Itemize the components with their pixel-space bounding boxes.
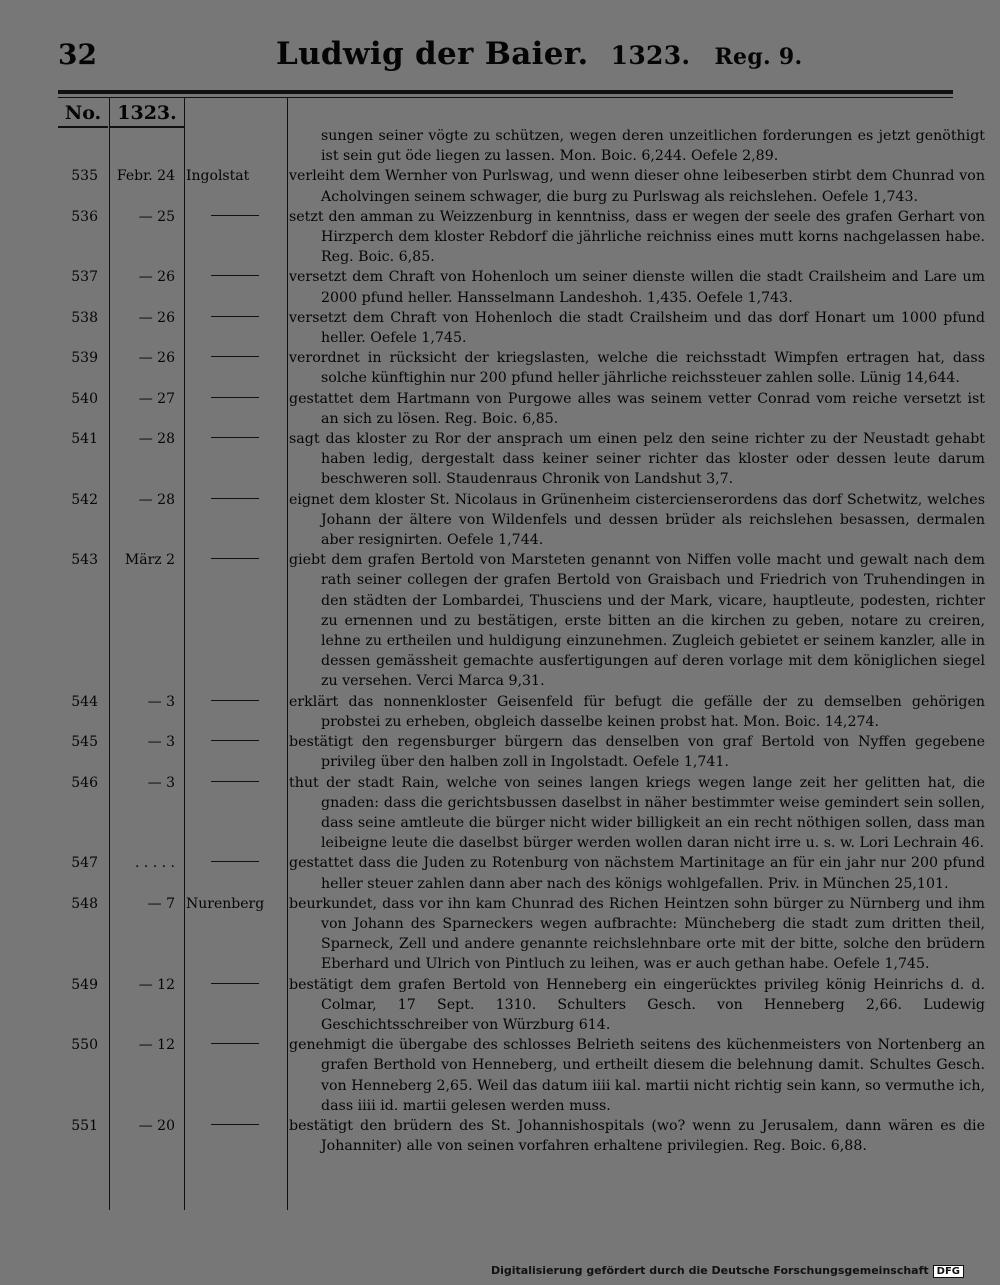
register-entry [0, 308, 1000, 348]
ditto-line [211, 700, 259, 701]
register-entry [0, 550, 1000, 691]
entry-text: gestattet dem Hartmann von Purgowe alles was seinem vetter Conrad vom reiche versetzt ist an sich zu lösen. Reg. Boic. 6,85. [289, 390, 985, 427]
entry-number: 545 [71, 734, 98, 751]
page-number: 32 [58, 38, 97, 71]
entry-text: bestätigt den regensburger bürgern das denselben von graf Bertold von Nyffen gegebene privileg über den halben zoll in Ingolstadt. Oefele 1,741. [289, 734, 985, 771]
register-entry [0, 166, 1000, 206]
entry-text: giebt dem grafen Bertold von Marsteten genannt von Niffen volle macht und gewalt nach dem rath seiner collegen der grafen Bertold von Graisbach und Friedrich von Truhendingen in den städten der Lombardei, Thusciens und der Mark, vicare, hauptleute, podesten, richter zu ernennen und zu bestätigen, erste bitten an die kirchen zu geben, notare zu creiren, lehne zu ertheilen und huldigung einzunehmen. Zugleich gebietet er seinem kanzler, alle in dessen gemässheit gemachte ausfertigungen auf deren vorlage mit dem königlichen siegel zu versehen. Verci Marca 9,31. [289, 552, 985, 690]
ditto-dash [186, 389, 284, 409]
register-entry [0, 732, 1000, 772]
entry-number: 540 [71, 390, 98, 407]
ditto-line [211, 397, 259, 398]
ditto-line [211, 1124, 259, 1125]
ditto-dash [186, 207, 284, 227]
entry-date: — 12 [138, 976, 175, 993]
entry-text: sagt das kloster zu Ror der ansprach um einen pelz den seine richter zu der Neustadt gehabt haben ledig, dergestalt dass keiner seiner richter das kloster oder dessen leute darum beschweren soll. Staudenraus Chronik von Landshut 3,7. [289, 431, 985, 488]
header-rule [58, 90, 953, 94]
register-entry [0, 490, 1000, 551]
ditto-dash [186, 429, 284, 449]
ditto-line [211, 740, 259, 741]
running-head-year: 1323. [610, 41, 691, 70]
entry-list [0, 166, 1000, 1156]
register-entry [0, 429, 1000, 490]
entry-number: 547 [71, 855, 98, 872]
entry-date: . . . . . [134, 855, 175, 872]
header-rule-thin [58, 97, 953, 98]
entry-date: — 27 [138, 390, 175, 407]
ditto-line [211, 356, 259, 357]
ditto-line [211, 437, 259, 438]
ditto-dash [186, 267, 284, 287]
register-entry [0, 348, 1000, 388]
ditto-dash [186, 550, 284, 570]
entry-number: 539 [71, 350, 98, 367]
register-entry [0, 975, 1000, 1036]
ditto-line [211, 498, 259, 499]
entry-number: 535 [71, 168, 98, 185]
entry-date: — 28 [138, 431, 175, 448]
ditto-dash [186, 692, 284, 712]
ditto-line [211, 781, 259, 782]
entry-date: — 25 [138, 208, 175, 225]
entry-number: 546 [71, 774, 98, 791]
entry-date: — 3 [147, 774, 175, 791]
entry-text: versetzt dem Chraft von Hohenloch die stadt Crailsheim und das dorf Honart um 1000 pfund heller. Oefele 1,745. [289, 309, 985, 347]
entry-text: thut der stadt Rain, welche von seines langen kriegs wegen lange zeit her gelitten hat, die gnaden: dass die gerichtsbussen daselbst in näher bestimmter weise gemindert sein sollen, dass seine amtleute die bürger nicht wider billigkeit an ein recht nöthigen sollen, dass man leibeigne leute die daselbst bürger werden wollen daran nicht irre u. s. w. Lori Lechrain 46. [289, 774, 985, 852]
entry-text: sungen seiner vögte zu schützen, wegen deren unzeitlichen forderungen es jetzt genöthigt ist sein gut öde liegen zu lassen. Mon. Boic. 6,244. Oefele 2,89. [321, 128, 985, 165]
register-entry [0, 692, 1000, 732]
ditto-line [211, 316, 259, 317]
entry-date: — 26 [138, 269, 175, 286]
ditto-dash [186, 490, 284, 510]
entry-text: versetzt dem Chraft von Hohenloch um seiner dienste willen die stadt Crailsheim and Lare um 2000 pfund heller. Hansselmann Landeshoh. 1,435. Oefele 1,743. [289, 269, 985, 306]
register-entry [0, 207, 1000, 268]
entry-number: 542 [71, 491, 98, 508]
entry-date: — 26 [138, 350, 175, 367]
footer-credit [491, 1264, 964, 1278]
register-entry [0, 267, 1000, 307]
entry-date: März 2 [124, 552, 175, 569]
entry-number: 543 [71, 552, 98, 569]
entry-text: eignet dem kloster St. Nicolaus in Grünenheim cistercienserordens das dorf Schetwitz, welches Johann der ältere von Wildenfels und dessen brüder als reichslehen besassen, dermalen aber resignirten. Oefele 1,744. [289, 491, 985, 549]
entry-place: Ingolstat [186, 168, 250, 185]
entry-date: — 12 [138, 1037, 175, 1054]
entry-text: gestattet dass die Juden zu Rotenburg von nächstem Martinitage an für ein jahr nur 200 pfund heller steuer zahlen dann aber nach des königs wohlgefallen. Priv. in München 25,101. [289, 855, 985, 892]
register-entry [0, 1116, 1000, 1156]
entry-date: — 3 [147, 734, 175, 751]
register-entries [0, 126, 1000, 1156]
entry-text: verleiht dem Wernher von Purlswag, und wenn dieser ohne leibeserben stirbt dem Chunrad von Acholvingen seinem schwager, die burg zu Purlswag als reichslehen. Oefele 1,743. [289, 168, 985, 205]
ditto-dash [186, 853, 284, 873]
running-head-title: Ludwig der Baier. [276, 36, 589, 72]
entry-date: — 28 [138, 491, 175, 508]
entry-number: 541 [71, 431, 98, 448]
register-entry [0, 389, 1000, 429]
register-entry [0, 773, 1000, 854]
entry-text: erklärt das nonnenkloster Geisenfeld für befugt die gefälle der zu demselben gehörigen probstei zu erheben, obgleich dasselbe keinen probst hat. Mon. Boic. 14,274. [289, 693, 985, 730]
ditto-line [211, 558, 259, 559]
entry-number: 544 [71, 693, 98, 710]
entry-date: — 3 [147, 693, 175, 710]
ditto-line [211, 1043, 259, 1044]
ditto-line [211, 215, 259, 216]
ditto-dash [186, 1035, 284, 1055]
entry-text: bestätigt dem grafen Bertold von Henneberg ein eingerücktes privileg könig Heinrichs d. d. Colmar, 17 Sept. 1310. Schulters Gesch. von Henneberg 2,66. Ludewig Geschichtsschreiber von Würzburg 614. [289, 976, 985, 1033]
ditto-line [211, 983, 259, 984]
entry-date: — 20 [138, 1117, 175, 1134]
ditto-dash [186, 975, 284, 995]
ditto-dash [186, 308, 284, 328]
running-head-reg: Reg. 9. [714, 44, 803, 70]
entry-number: 550 [71, 1037, 98, 1054]
ditto-dash [186, 348, 284, 368]
entry-date: — 26 [138, 309, 175, 326]
register-entry [0, 894, 1000, 975]
entry-date: — 7 [147, 895, 175, 912]
ditto-dash [186, 732, 284, 752]
entry-number: 549 [71, 976, 98, 993]
entry-number: 548 [71, 895, 98, 912]
ditto-line [211, 861, 259, 862]
entry-text: verordnet in rücksicht der kriegslasten, welche die reichsstadt Wimpfen ertragen hat, dass solche künftighin nur 200 pfund heller jährliche reichssteuer zahlen solle. Lünig 14,644. [289, 350, 985, 387]
entry-number: 551 [71, 1117, 98, 1134]
column-header-no: No. [58, 100, 108, 128]
dfg-logo: DFG [933, 1265, 964, 1278]
entry-text: genehmigt die übergabe des schlosses Belrieth seitens des küchenmeisters von Nortenberg an grafen Berthold von Henneberg, und ertheilt diesem die belehnung damit. Schultes Gesch. von Henneberg 2,65. Weil das datum iiii kal. martii nicht richtig sein kann, so vermuthe ich, dass iiii id. martii gelesen werden muss. [289, 1037, 985, 1114]
ditto-dash [186, 773, 284, 793]
ditto-line [211, 275, 259, 276]
register-entry [0, 1035, 1000, 1116]
entry-text: beurkundet, dass vor ihn kam Chunrad des Richen Heintzen sohn bürger zu Nürnberg und ihm von Johann des Sparneckers wegen aufbrachte: Müncheberg die stadt zum dritten theil, Sparneck, Zell und andere genannte reichslehnbare orte mit der bitte, solche den brüdern Eberhard und Ulrich von Pintluch zu leihen, was er auch gethan habe. Oefele 1,745. [289, 895, 985, 973]
entry-text: bestätigt den brüdern des St. Johannishospitals (wo? wenn zu Jerusalem, dann wären es die Johanniter) alle von seinen vorfahren erhaltene privilegien. Reg. Boic. 6,88. [289, 1117, 985, 1155]
entry-number: 538 [71, 309, 98, 326]
entry-number: 537 [71, 269, 98, 286]
running-head [276, 36, 803, 72]
entry-date: Febr. 24 [116, 168, 175, 185]
footer-text: Digitalisierung gefördert durch die Deutsche Forschungsgemeinschaft [490, 1264, 929, 1277]
entry-text: setzt den amman zu Weizzenburg in kenntniss, dass er wegen der seele des grafen Gerhart von Hirzperch dem kloster Rebdorf die jährliche reichniss eines mutt korns nachgelassen habe. Reg. Boic. 6,85. [289, 208, 985, 266]
entry-number: 536 [71, 208, 98, 225]
entry-place: Nurenberg [186, 895, 265, 912]
ditto-dash [186, 1116, 284, 1136]
register-entry [0, 853, 1000, 893]
continuation-entry [0, 126, 1000, 166]
column-header-year: 1323. [110, 100, 184, 128]
